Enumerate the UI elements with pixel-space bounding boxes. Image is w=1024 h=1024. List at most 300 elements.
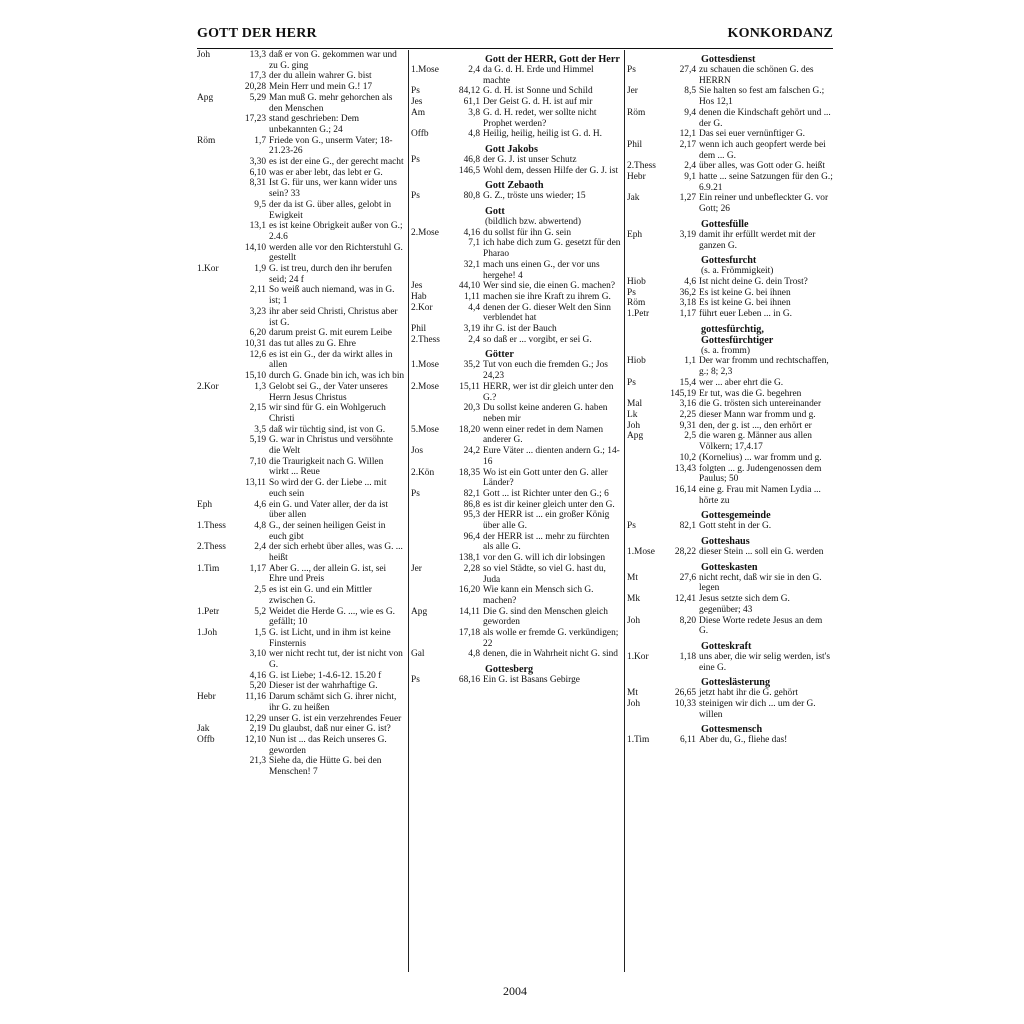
verse-reference: 86,8 xyxy=(463,499,480,510)
entry-heading: Gottesfülle xyxy=(701,218,749,230)
verse-reference: 18,35 xyxy=(458,467,480,478)
quotation-text: G. ist Licht, und in ihm ist keine Finsternis xyxy=(269,627,391,649)
book-name xyxy=(197,671,233,682)
entry-heading: Gott xyxy=(485,206,505,218)
quotation-text: durch G. Gnade bin ich, was ich bin xyxy=(269,371,405,382)
verse-reference: 1,9 xyxy=(254,264,266,275)
book-name: Apg xyxy=(627,431,644,442)
concordance-entry xyxy=(627,378,833,389)
verse-reference: 1,7 xyxy=(254,135,266,146)
concordance-entry xyxy=(411,360,621,381)
book-name: Joh xyxy=(627,615,641,626)
book-name: 1.Tim xyxy=(627,735,650,746)
verse-reference: 96,4 xyxy=(463,531,480,542)
verse-reference: 12,6 xyxy=(249,349,266,360)
verse-reference: 32,1 xyxy=(463,259,480,270)
book-name: Ps xyxy=(411,191,420,202)
book-name xyxy=(197,82,233,93)
concordance-entry xyxy=(197,564,405,585)
quotation-text: Nun ist ... das Reich unseres G. geworden xyxy=(269,735,387,756)
quotation-text: daß er von G. gekommen war und zu G. ging xyxy=(269,50,397,71)
verse-reference: 82,1 xyxy=(463,488,480,499)
quotation-text: ein G. und Vater aller, der da ist über allen xyxy=(269,499,388,521)
verse-reference: 28,22 xyxy=(674,547,696,558)
quotation-text: G. Z., tröste uns wieder; 15 xyxy=(483,191,586,202)
verse-reference: 2,4 xyxy=(468,65,480,75)
quotation-text: G. d. H. redet, wer sollte nicht Prophet werden? xyxy=(483,107,597,129)
verse-reference: 35,2 xyxy=(463,360,480,371)
book-name: Gal xyxy=(411,649,425,660)
verse-reference: 4,6 xyxy=(254,499,266,510)
quotation-text: folgten ... g. Judengenossen dem Paulus; 50 xyxy=(699,463,822,485)
verse-reference: 5,29 xyxy=(249,92,266,103)
book-name: Ps xyxy=(627,287,636,298)
verse-reference: 1,17 xyxy=(679,309,696,320)
verse-reference: 16,14 xyxy=(674,484,696,495)
verse-reference: 4,8 xyxy=(254,520,266,531)
book-name: 1.Petr xyxy=(627,309,650,320)
quotation-text: Gelobt sei G., der Vater unseres Herrn Jesus Christus xyxy=(269,381,388,403)
book-name: Lk xyxy=(627,409,638,420)
quotation-text: Mein Herr und mein G.! 17 xyxy=(269,82,373,93)
book-name: Eph xyxy=(627,229,643,240)
concordance-entry xyxy=(197,350,405,371)
book-name: Jak xyxy=(627,193,640,204)
verse-reference: 20,28 xyxy=(244,82,266,93)
book-name: Am xyxy=(411,107,426,118)
book-name: Jer xyxy=(627,86,638,97)
verse-reference: 13,11 xyxy=(245,478,266,489)
book-name xyxy=(411,553,447,564)
verse-reference: 4,16 xyxy=(249,670,266,681)
book-name: 2.Mose xyxy=(411,381,439,392)
quotation-text: Ist nicht deine G. dein Trost? xyxy=(699,276,808,287)
verse-reference: 2,11 xyxy=(249,285,266,296)
quotation-text: der HERR ist ... ein großer König über alle G. xyxy=(483,510,610,532)
quotation-text: Wo ist ein Gott unter den G. aller Länder? xyxy=(483,467,608,489)
verse-reference: 11,16 xyxy=(245,692,266,703)
book-name: 2.Thess xyxy=(411,334,440,345)
quotation-text: Du sollst keine anderen G. haben neben mir xyxy=(483,403,608,424)
quotation-text: stand geschrieben: Dem unbekannten G.; 24 xyxy=(269,114,360,135)
entry-heading: Gottesmensch xyxy=(701,724,763,736)
concordance-entry xyxy=(411,129,621,140)
quotation-text: Wer sind sie, die einen G. machen? xyxy=(483,281,616,292)
book-name xyxy=(197,681,233,692)
concordance-entry xyxy=(197,671,405,682)
concordance-entry xyxy=(411,166,621,177)
quotation-text: es ist ein G. und ein Mittler zwischen G. xyxy=(269,585,372,606)
concordance-entry xyxy=(627,735,833,746)
book-name: Phil xyxy=(411,324,427,335)
concordance-entry xyxy=(411,260,621,281)
concordance-entry xyxy=(411,500,621,511)
concordance-entry xyxy=(627,108,833,129)
verse-reference: 8,5 xyxy=(684,86,696,97)
concordance-entry xyxy=(627,309,833,320)
verse-reference: 17,18 xyxy=(458,628,480,639)
quotation-text: Jesus setzte sich dem G. gegenüber; 43 xyxy=(699,594,790,615)
book-name xyxy=(197,168,233,179)
verse-reference: 8,31 xyxy=(249,178,266,189)
concordance-page xyxy=(197,26,833,1001)
concordance-entry xyxy=(411,532,621,553)
verse-reference: 146,5 xyxy=(458,165,480,176)
quotation-text: Du glaubst, daß nur einer G. ist? xyxy=(269,724,391,735)
quotation-text: eine g. Frau mit Namen Lydia ... hörte zu xyxy=(699,484,821,506)
quotation-text: Eure Väter ... dienten andern G.; 14-16 xyxy=(483,446,620,467)
book-name: 2.Kor xyxy=(411,302,433,313)
quotation-text: die G. trösten sich untereinander xyxy=(699,399,822,410)
concordance-entry xyxy=(411,510,621,531)
verse-reference: 68,16 xyxy=(458,675,480,686)
book-name: Hiob xyxy=(627,356,646,367)
concordance-entry xyxy=(197,285,405,306)
concordance-entry xyxy=(197,264,405,285)
concordance-entry xyxy=(627,453,833,464)
quotation-text: Tut von euch die fremden G.; Jos 24,23 xyxy=(483,360,608,382)
book-name xyxy=(411,403,447,424)
quotation-text: den, der g. ist ..., den erhört er xyxy=(699,420,812,431)
book-name: 1.Kor xyxy=(197,264,219,275)
concordance-entry xyxy=(411,324,621,335)
entry-heading: Gott Zebaoth xyxy=(485,180,544,192)
entry-heading: Gott Jakobs xyxy=(485,143,538,155)
quotation-text: ihr aber seid Christi, Christus aber ist G. xyxy=(269,306,398,328)
entry-heading: Gotteskasten xyxy=(701,561,758,573)
verse-reference: 17,23 xyxy=(244,114,266,125)
quotation-text: so daß er ... vorgibt, er sei G. xyxy=(483,334,592,345)
quotation-text: der sich erhebt über alles, was G. ... heißt xyxy=(269,542,403,564)
book-name xyxy=(411,166,447,177)
quotation-text: Man muß G. mehr gehorchen als den Menschen xyxy=(269,92,393,114)
verse-reference: 24,2 xyxy=(463,446,480,457)
quotation-text: Sie halten so fest am falschen G.; Hos 12,1 xyxy=(699,86,825,108)
quotation-text: vor den G. will ich dir lobsingen xyxy=(483,553,606,564)
book-name: 1.Thess xyxy=(197,520,226,531)
quotation-text: steinigen wir dich ... um der G. willen xyxy=(699,699,816,720)
concordance-entry xyxy=(197,478,405,499)
verse-reference: 2,28 xyxy=(463,563,480,574)
book-name: Ps xyxy=(411,488,420,499)
book-name xyxy=(411,238,447,259)
book-name: Röm xyxy=(627,298,646,309)
concordance-entry xyxy=(411,155,621,166)
book-name: Joh xyxy=(627,420,641,431)
book-name: Ps xyxy=(411,154,420,165)
quotation-text: hatte ... seine Satzungen für den G.; 6.9.21 xyxy=(699,172,833,193)
concordance-entry xyxy=(411,335,621,346)
column-2 xyxy=(411,50,621,970)
book-name xyxy=(411,628,447,649)
concordance-entry xyxy=(627,421,833,432)
quotation-text: wir sind für G. ein Wohlgeruch Christi xyxy=(269,403,386,424)
verse-reference: 15,11 xyxy=(459,381,480,392)
verse-reference: 14,11 xyxy=(459,606,480,617)
quotation-text: jetzt habt ihr die G. gehört xyxy=(699,688,798,699)
quotation-text: Aber G. ..., der allein G. ist, sei Ehre und Preis xyxy=(269,563,387,585)
quotation-text: G. war in Christus und versöhnte die Welt xyxy=(269,435,393,457)
quotation-text: dieser Stein ... soll ein G. werden xyxy=(699,547,824,558)
book-name xyxy=(411,500,447,511)
verse-reference: 15,4 xyxy=(679,377,696,388)
quotation-text: so viel Städte, so viel G. hast du, Juda xyxy=(483,563,606,585)
verse-reference: 5,19 xyxy=(249,435,266,446)
quotation-text: mach uns einen G., der vor uns hergehe! 4 xyxy=(483,259,600,281)
book-name: Mal xyxy=(627,399,643,410)
quotation-text: es ist keine Obrigkeit außer von G.; 2.4.6 xyxy=(269,221,403,242)
running-title-right: KONKORDANZ xyxy=(727,26,833,41)
book-name: Eph xyxy=(197,499,213,510)
verse-reference: 6,10 xyxy=(249,167,266,178)
concordance-entry xyxy=(627,399,833,410)
quotation-text: Es ist keine G. bei ihnen xyxy=(699,287,791,298)
concordance-entry xyxy=(627,688,833,699)
book-name xyxy=(197,714,233,725)
entry-heading: Gotteshaus xyxy=(701,536,750,548)
concordance-entry xyxy=(627,193,833,214)
quotation-text: dieser Mann war fromm und g. xyxy=(699,409,816,420)
quotation-text: Ist G. für uns, wer kann wider uns sein? 33 xyxy=(269,178,397,200)
quotation-text: uns aber, die wir selig werden, ist's eine G. xyxy=(699,651,830,673)
quotation-text: ihr G. ist der Bauch xyxy=(483,324,557,335)
verse-reference: 4,8 xyxy=(468,649,480,660)
book-name: Jos xyxy=(411,446,423,457)
concordance-entry xyxy=(197,649,405,670)
verse-reference: 1,5 xyxy=(254,627,266,638)
book-name xyxy=(197,350,233,371)
concordance-entry xyxy=(411,65,621,86)
concordance-entry xyxy=(197,136,405,157)
book-name xyxy=(197,157,233,168)
concordance-entry xyxy=(197,243,405,264)
quotation-text: So weiß auch niemand, was in G. ist; 1 xyxy=(269,285,395,307)
quotation-text: wenn einer redet in dem Namen anderer G. xyxy=(483,424,604,446)
concordance-entry xyxy=(411,649,621,660)
book-name: Röm xyxy=(627,107,646,118)
verse-reference: 8,20 xyxy=(679,615,696,626)
book-name: Jes xyxy=(411,281,423,292)
verse-reference: 5,2 xyxy=(254,606,266,617)
quotation-text: Heilig, heilig, heilig ist G. d. H. xyxy=(483,129,603,140)
quotation-text: Es ist keine G. bei ihnen xyxy=(699,298,791,309)
concordance-entry xyxy=(627,298,833,309)
column-3 xyxy=(627,50,833,970)
concordance-entry xyxy=(197,500,405,521)
concordance-entry xyxy=(197,307,405,328)
page-number: 2004 xyxy=(503,984,527,998)
concordance-entry xyxy=(411,468,621,489)
book-name: Apg xyxy=(411,606,428,617)
concordance-entry xyxy=(197,71,405,82)
concordance-entry xyxy=(197,714,405,725)
book-name: 5.Mose xyxy=(411,424,439,435)
book-name xyxy=(197,307,233,328)
book-name xyxy=(627,453,663,464)
book-name: Joh xyxy=(627,699,641,710)
quotation-text: als wolle er fremde G. verkündigen; 22 xyxy=(483,628,619,649)
quotation-text: So wird der G. der Liebe ... mit euch sein xyxy=(269,478,387,499)
concordance-entry xyxy=(197,221,405,242)
concordance-entry xyxy=(627,161,833,172)
verse-reference: 9,5 xyxy=(254,199,266,210)
book-name xyxy=(197,339,233,350)
verse-reference: 21,3 xyxy=(249,756,266,767)
verse-reference: 20,3 xyxy=(463,403,480,414)
book-name xyxy=(197,371,233,382)
quotation-text: wenn ich auch geopfert werde bei dem ... G. xyxy=(699,139,826,161)
verse-reference: 3,23 xyxy=(249,306,266,317)
concordance-entry xyxy=(411,425,621,446)
verse-reference: 26,65 xyxy=(674,688,696,699)
quotation-text: G. ist Liebe; 1-4.6-12. 15.20 f xyxy=(269,670,382,681)
quotation-text: über alles, was Gott oder G. heißt xyxy=(699,161,826,172)
quotation-text: die waren g. Männer aus allen Völkern; 17,4.17 xyxy=(699,431,812,453)
verse-reference: 10,33 xyxy=(674,699,696,710)
quotation-text: Der war fromm und rechtschaffen, g.; 8; 2,3 xyxy=(699,356,829,378)
concordance-entry xyxy=(627,140,833,161)
concordance-entry xyxy=(197,628,405,649)
quotation-text: führt euer Leben ... in G. xyxy=(699,309,792,320)
quotation-text: HERR, wer ist dir gleich unter den G.? xyxy=(483,381,614,403)
concordance-entry xyxy=(627,573,833,594)
entry-heading: Götter xyxy=(485,349,514,361)
quotation-text: das tut alles zu G. Ehre xyxy=(269,338,356,349)
verse-reference: 16,20 xyxy=(458,585,480,596)
book-name: Hab xyxy=(411,291,427,302)
book-name xyxy=(627,464,663,485)
verse-reference: 2,19 xyxy=(249,724,266,735)
concordance-entry xyxy=(197,339,405,350)
verse-reference: 1,1 xyxy=(684,356,696,367)
verse-reference: 84,12 xyxy=(458,86,480,97)
book-name xyxy=(197,114,233,135)
verse-reference: 80,8 xyxy=(463,191,480,202)
concordance-entry xyxy=(197,328,405,339)
book-name xyxy=(197,200,233,221)
quotation-text: es ist ein G., der da wirkt alles in allen xyxy=(269,349,393,371)
concordance-entry xyxy=(411,382,621,403)
concordance-entry xyxy=(197,681,405,692)
concordance-entry xyxy=(197,157,405,168)
book-name: Jer xyxy=(411,563,422,574)
verse-reference: 4,6 xyxy=(684,276,696,287)
quotation-text: Diese Worte redete Jesus an dem G. xyxy=(699,615,823,637)
heading-note: (s. a. Frömmigkeit) xyxy=(701,266,774,277)
book-name: Ps xyxy=(627,65,636,75)
verse-reference: 1,17 xyxy=(249,563,266,574)
book-name xyxy=(197,221,233,242)
book-name xyxy=(197,478,233,499)
quotation-text: werden alle vor den Richterstuhl G. gestellt xyxy=(269,242,403,264)
verse-reference: 10,2 xyxy=(679,452,696,463)
concordance-entry xyxy=(627,652,833,673)
concordance-entry xyxy=(627,129,833,140)
verse-reference: 13,1 xyxy=(249,221,266,232)
quotation-text: Weidet die Herde G. ..., wie es G. gefällt; 10 xyxy=(269,606,396,628)
book-name: 1.Tim xyxy=(197,563,220,574)
concordance-entry xyxy=(627,547,833,558)
verse-reference: 27,4 xyxy=(679,65,696,75)
verse-reference: 3,19 xyxy=(463,324,480,335)
book-name: 2.Thess xyxy=(197,542,226,553)
quotation-text: G. d. H. ist Sonne und Schild xyxy=(483,86,593,97)
verse-reference: 2,5 xyxy=(254,585,266,596)
verse-reference: 9,31 xyxy=(679,420,696,431)
concordance-entry xyxy=(627,86,833,107)
quotation-text: Darum schämt sich G. ihrer nicht, ihr G. zu heißen xyxy=(269,692,397,713)
concordance-entry xyxy=(411,191,621,202)
concordance-entry xyxy=(197,457,405,478)
concordance-entry xyxy=(197,50,405,71)
concordance-entry xyxy=(627,485,833,506)
book-name: Ps xyxy=(411,86,420,97)
quotation-text: Ein reiner und unbefleckter G. vor Gott; 26 xyxy=(699,193,829,215)
book-name: 2.Thess xyxy=(627,161,656,172)
verse-reference: 61,1 xyxy=(463,97,480,108)
book-name: Ps xyxy=(411,675,420,686)
quotation-text: damit ihr erfüllt werdet mit der ganzen G. xyxy=(699,229,816,251)
book-name: 1.Mose xyxy=(411,65,439,75)
concordance-entry xyxy=(197,382,405,403)
verse-reference: 2,4 xyxy=(254,542,266,553)
verse-reference: 2,5 xyxy=(684,431,696,442)
book-name: Hebr xyxy=(627,172,646,183)
concordance-entry xyxy=(411,607,621,628)
quotation-text: Gott steht in der G. xyxy=(699,521,772,532)
concordance-entry xyxy=(627,431,833,452)
concordance-entry xyxy=(411,675,621,686)
verse-reference: 13,43 xyxy=(674,463,696,474)
verse-reference: 3,5 xyxy=(254,424,266,435)
verse-reference: 7,1 xyxy=(468,238,480,249)
book-name: Jak xyxy=(197,724,210,735)
verse-reference: 44,10 xyxy=(458,281,480,292)
quotation-text: daß wir tüchtig sind, ist von G. xyxy=(269,424,386,435)
quotation-text: Dieser ist der wahrhaftige G. xyxy=(269,681,378,692)
quotation-text: Ein G. ist Basans Gebirge xyxy=(483,675,580,686)
book-name xyxy=(411,510,447,531)
verse-reference: 2,17 xyxy=(679,139,696,150)
book-name: Jes xyxy=(411,97,423,108)
concordance-entry xyxy=(411,628,621,649)
book-name xyxy=(627,389,663,400)
heading-note: (bildlich bzw. abwertend) xyxy=(485,217,581,228)
book-name: Joh xyxy=(197,50,211,60)
quotation-text: es ist der eine G., der gerecht macht xyxy=(269,157,404,168)
concordance-entry xyxy=(627,410,833,421)
concordance-entry xyxy=(411,303,621,324)
verse-reference: 1,27 xyxy=(679,193,696,204)
book-name: 1.Mose xyxy=(627,547,655,558)
concordance-entry xyxy=(197,425,405,436)
book-name: 1.Kor xyxy=(627,651,649,662)
entry-heading: Gottesfurcht xyxy=(701,255,757,267)
verse-reference: 13,3 xyxy=(249,50,266,60)
columns xyxy=(197,50,833,970)
concordance-entry xyxy=(197,168,405,179)
concordance-entry xyxy=(411,403,621,424)
concordance-entry xyxy=(197,756,405,777)
quotation-text: wer nicht recht tut, der ist nicht von G. xyxy=(269,649,403,671)
quotation-text: Er tut, was die G. begehren xyxy=(699,388,802,399)
verse-reference: 12,29 xyxy=(244,713,266,724)
entry-heading: Gott der HERR, Gott der Herr xyxy=(485,54,620,65)
verse-reference: 9,4 xyxy=(684,107,696,118)
quotation-text: G., der seinen heiligen Geist in euch gibt xyxy=(269,520,386,542)
verse-reference: 1,11 xyxy=(463,291,480,302)
concordance-entry xyxy=(627,288,833,299)
